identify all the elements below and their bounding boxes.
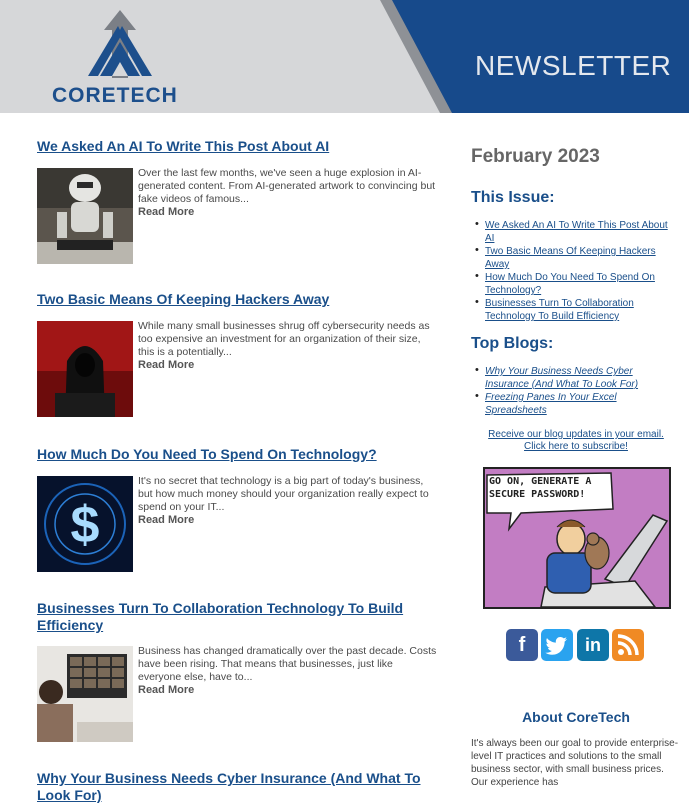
issue-month: February 2023 <box>471 146 600 167</box>
subscribe-link[interactable] <box>471 429 681 453</box>
article-title-link[interactable]: How Much Do You Need To Spend On Technology? <box>37 446 377 462</box>
top-blog-link[interactable] <box>473 391 678 417</box>
article-excerpt <box>138 645 438 697</box>
subscribe-line: Receive our blog updates in your email. <box>488 429 664 440</box>
excerpt-text: Over the last few months, we've seen a huge explosion in AI-generated content. From AI-generated artwork to convincing but fake videos of famous... <box>138 167 436 205</box>
top-blog-link-text: Freezing Panes In Your Excel Spreadsheets <box>485 392 617 416</box>
read-more-link[interactable]: Read More <box>138 206 195 218</box>
article-thumbnail-video-conference[interactable] <box>37 646 133 742</box>
article-item <box>37 600 437 696</box>
top-blogs-list <box>473 365 678 417</box>
svg-text:$: $ <box>70 496 100 554</box>
article-thumbnail-dollar[interactable] <box>37 476 133 572</box>
article-excerpt <box>138 167 438 219</box>
read-more-link[interactable]: Read More <box>138 514 195 526</box>
this-issue-link[interactable]: • Businesses Turn To Collaboration Technology To Build Efficiency <box>473 297 678 323</box>
excerpt-text: Business has changed dramatically over the past decade. Costs have been rising. That means that businesses, just like everyone else, have to... <box>138 645 437 683</box>
this-issue-heading: This Issue: <box>471 189 555 206</box>
this-issue-link[interactable]: • How Much Do You Need To Spend On Technology? <box>473 271 678 297</box>
about-heading: About CoreTech <box>522 709 630 725</box>
comic-speech-text: GO ON, GENERATE A SECURE PASSWORD! <box>489 476 592 500</box>
top-blog-link-text: Why Your Business Needs Cyber Insurance (And What To Look For) <box>485 366 639 390</box>
logo-arrow-icon <box>48 8 198 88</box>
excerpt-text: It's no secret that technology is a big part of today's business, but how much money should your organization really expect to spend on your IT... <box>138 475 429 513</box>
this-issue-link[interactable]: • We Asked An AI To Write This Post About AI <box>473 219 678 245</box>
facebook-icon[interactable]: f <box>506 629 538 661</box>
article-title-link[interactable]: Why Your Business Needs Cyber Insurance (And What To Look For) <box>37 770 421 803</box>
article-item <box>37 446 437 554</box>
newsletter-label: NEWSLETTER <box>475 50 672 81</box>
about-text: It's always been our goal to provide enterprise-level IT practices and solutions to the small business sector, with small business prices. Our experience has <box>471 738 679 788</box>
twitter-icon[interactable] <box>541 629 573 661</box>
article-thumbnail-hacker[interactable] <box>37 321 133 417</box>
article-item <box>37 770 437 804</box>
social-links <box>506 629 646 663</box>
article-item <box>37 138 437 218</box>
article-excerpt <box>138 475 438 527</box>
this-issue-link[interactable]: • Two Basic Means Of Keeping Hackers Away <box>473 245 678 271</box>
read-more-link[interactable]: Read More <box>138 684 195 696</box>
subscribe-cta: Click here to subscribe! <box>524 441 628 452</box>
password-comic-image[interactable] <box>483 467 671 609</box>
article-title-link[interactable]: We Asked An AI To Write This Post About AI <box>37 138 330 154</box>
logo-wordmark: CORETECH <box>52 84 178 107</box>
this-issue-list <box>473 219 678 323</box>
top-blog-link[interactable] <box>473 365 678 391</box>
read-more-link[interactable]: Read More <box>138 359 195 371</box>
excerpt-text: While many small businesses shrug off cybersecurity needs as too expensive an investment for an organization of their size, this is a potentially... <box>138 320 430 358</box>
article-title-link[interactable]: Businesses Turn To Collaboration Technology To Build Efficiency <box>37 600 404 633</box>
article-thumbnail-robot[interactable] <box>37 168 133 264</box>
top-blogs-heading: Top Blogs: <box>471 335 554 352</box>
article-title-link[interactable]: Two Basic Means Of Keeping Hackers Away <box>37 291 330 307</box>
article-excerpt <box>138 320 438 372</box>
linkedin-icon[interactable]: in <box>577 629 609 661</box>
article-item <box>37 291 437 371</box>
rss-icon[interactable] <box>612 629 644 661</box>
newsletter-header <box>0 0 689 113</box>
